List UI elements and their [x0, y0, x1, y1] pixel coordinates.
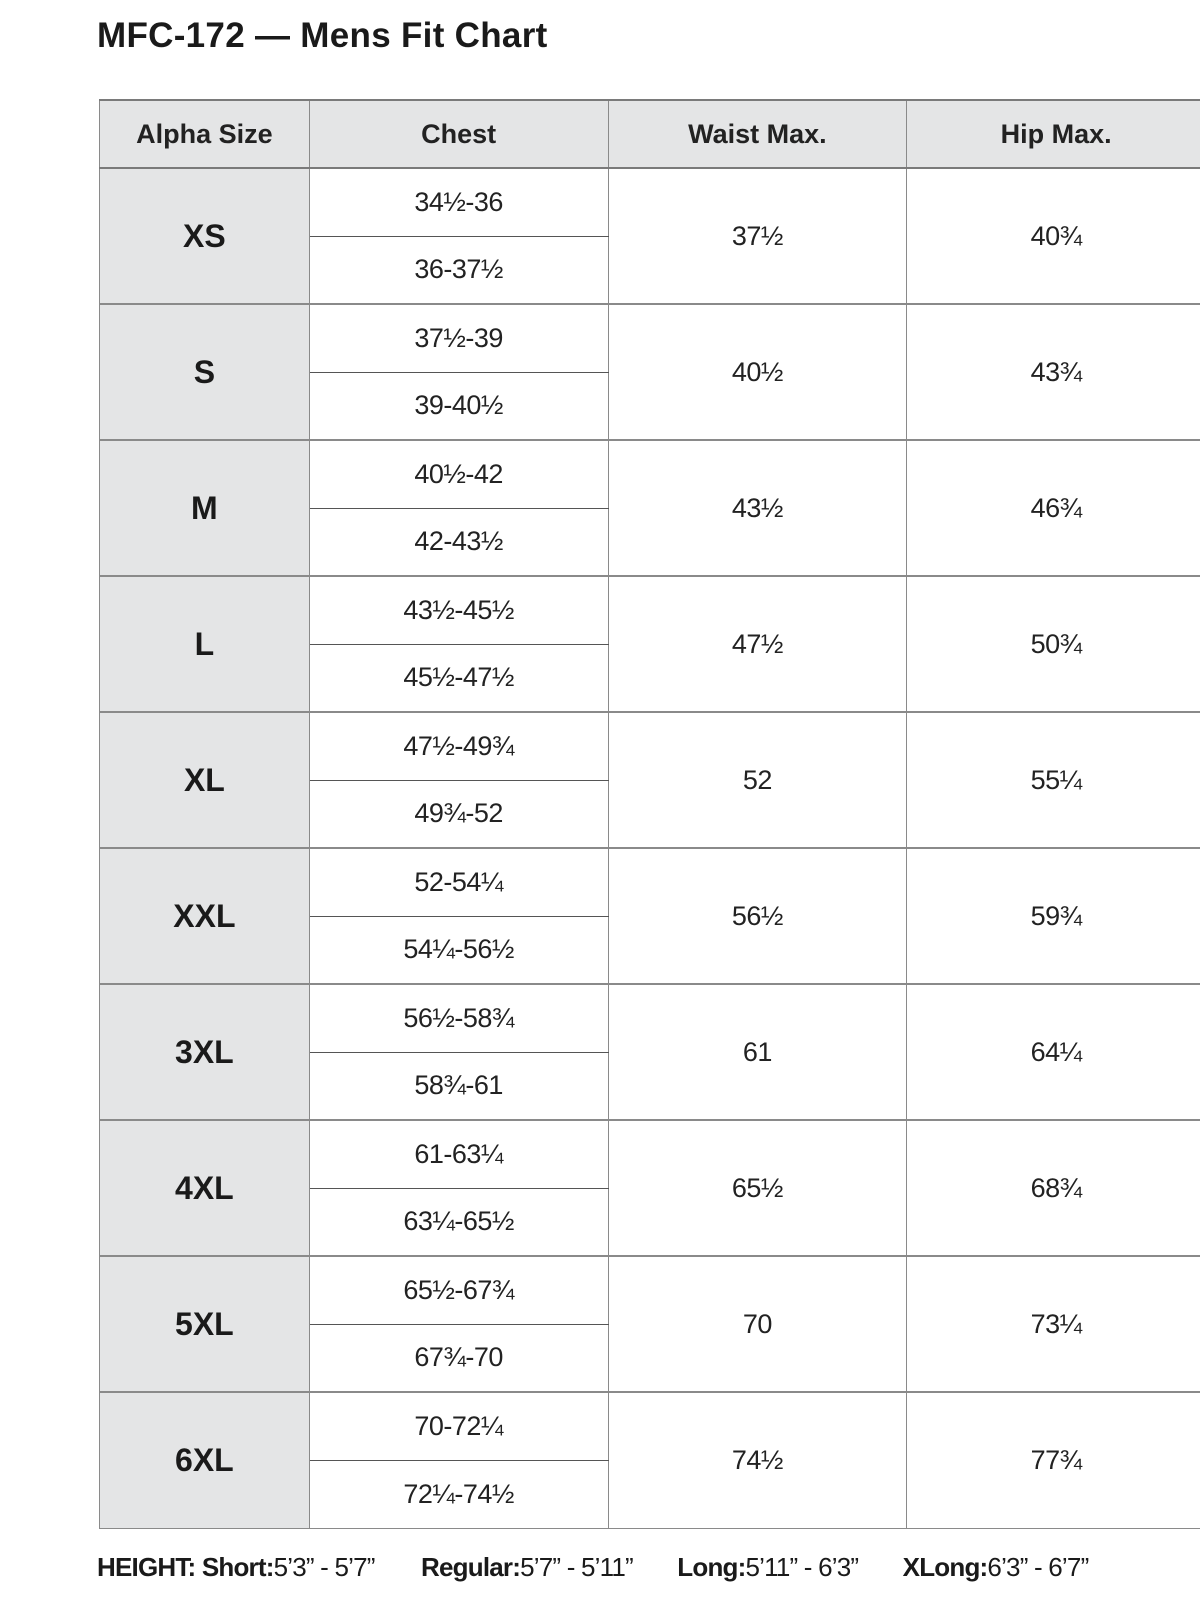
hip-max-cell: 40¾: [907, 168, 1200, 304]
table-row: [100, 168, 1200, 236]
height-regular-label: Regular:: [421, 1552, 521, 1582]
waist-max-cell: 43½: [608, 440, 907, 576]
size-cell: XL: [100, 712, 310, 848]
chest-range-cell: 36-37½: [309, 236, 608, 304]
hip-max-cell: 55¼: [907, 712, 1200, 848]
size-chart-table: [99, 99, 1200, 1529]
height-long-label: Long:: [677, 1552, 746, 1582]
height-xlong-label: XLong:: [902, 1552, 988, 1582]
chest-range-cell: 52-54¼: [309, 848, 608, 916]
size-cell: 5XL: [100, 1256, 310, 1392]
height-short-label: Short:: [201, 1552, 274, 1582]
table-row: [100, 1120, 1200, 1188]
size-cell: 3XL: [100, 984, 310, 1120]
chest-range-cell: 40½-42: [309, 440, 608, 508]
table-row: [100, 440, 1200, 508]
chest-range-cell: 63¼-65½: [309, 1188, 608, 1256]
chest-range-cell: 61-63¼: [309, 1120, 608, 1188]
chest-range-cell: 45½-47½: [309, 644, 608, 712]
size-cell: 4XL: [100, 1120, 310, 1256]
chest-range-cell: 37½-39: [309, 304, 608, 372]
table-header-row: [100, 100, 1200, 168]
waist-max-cell: 65½: [608, 1120, 907, 1256]
chest-range-cell: 70-72¼: [309, 1392, 608, 1460]
waist-max-cell: 37½: [608, 168, 907, 304]
size-cell: XS: [100, 168, 310, 304]
page-title: MFC-172 — Mens Fit Chart: [97, 16, 548, 55]
chest-range-cell: 39-40½: [309, 372, 608, 440]
chest-range-cell: 47½-49¾: [309, 712, 608, 780]
size-cell: 6XL: [100, 1392, 310, 1528]
chest-range-cell: 43½-45½: [309, 576, 608, 644]
hip-max-cell: 73¼: [907, 1256, 1200, 1392]
hip-max-cell: 77¾: [907, 1392, 1200, 1528]
waist-max-cell: 61: [608, 984, 907, 1120]
size-cell: XXL: [100, 848, 310, 984]
waist-max-cell: 56½: [608, 848, 907, 984]
chest-range-cell: 58¾-61: [309, 1052, 608, 1120]
hip-max-cell: 43¾: [907, 304, 1200, 440]
height-footer: [97, 1552, 1126, 1583]
table-body: [100, 168, 1200, 1528]
hip-max-cell: 46¾: [907, 440, 1200, 576]
table-row: [100, 984, 1200, 1052]
header-chest: Chest: [309, 100, 608, 168]
size-cell: S: [100, 304, 310, 440]
chest-range-cell: 56½-58¾: [309, 984, 608, 1052]
height-short: [202, 1552, 375, 1583]
size-cell: M: [100, 440, 310, 576]
height-regular-value: 5’7” - 5’11”: [520, 1552, 633, 1582]
chest-range-cell: 72¼-74½: [309, 1460, 608, 1528]
height-label: HEIGHT:: [97, 1552, 196, 1582]
table-row: [100, 712, 1200, 780]
table-row: [100, 1256, 1200, 1324]
hip-max-cell: 50¾: [907, 576, 1200, 712]
waist-max-cell: 70: [608, 1256, 907, 1392]
header-hip-max: Hip Max.: [907, 100, 1200, 168]
height-long-value: 5’11” - 6’3”: [745, 1552, 859, 1582]
table-row: [100, 1392, 1200, 1460]
height-xlong-value: 6’3” - 6’7”: [987, 1552, 1089, 1582]
table-row: [100, 304, 1200, 372]
header-waist-max: Waist Max.: [608, 100, 907, 168]
size-cell: L: [100, 576, 310, 712]
height-xlong: [903, 1552, 1089, 1583]
chest-range-cell: 65½-67¾: [309, 1256, 608, 1324]
table-row: [100, 576, 1200, 644]
chest-range-cell: 34½-36: [309, 168, 608, 236]
height-short-value: 5’3” - 5’7”: [273, 1552, 375, 1582]
header-alpha-size: Alpha Size: [100, 100, 310, 168]
chest-range-cell: 67¾-70: [309, 1324, 608, 1392]
height-regular: [421, 1552, 633, 1583]
chest-range-cell: 49¾-52: [309, 780, 608, 848]
chest-range-cell: 42-43½: [309, 508, 608, 576]
height-long: [677, 1552, 858, 1583]
chest-range-cell: 54¼-56½: [309, 916, 608, 984]
waist-max-cell: 40½: [608, 304, 907, 440]
waist-max-cell: 74½: [608, 1392, 907, 1528]
hip-max-cell: 64¼: [907, 984, 1200, 1120]
hip-max-cell: 59¾: [907, 848, 1200, 984]
waist-max-cell: 47½: [608, 576, 907, 712]
table-row: [100, 848, 1200, 916]
waist-max-cell: 52: [608, 712, 907, 848]
hip-max-cell: 68¾: [907, 1120, 1200, 1256]
